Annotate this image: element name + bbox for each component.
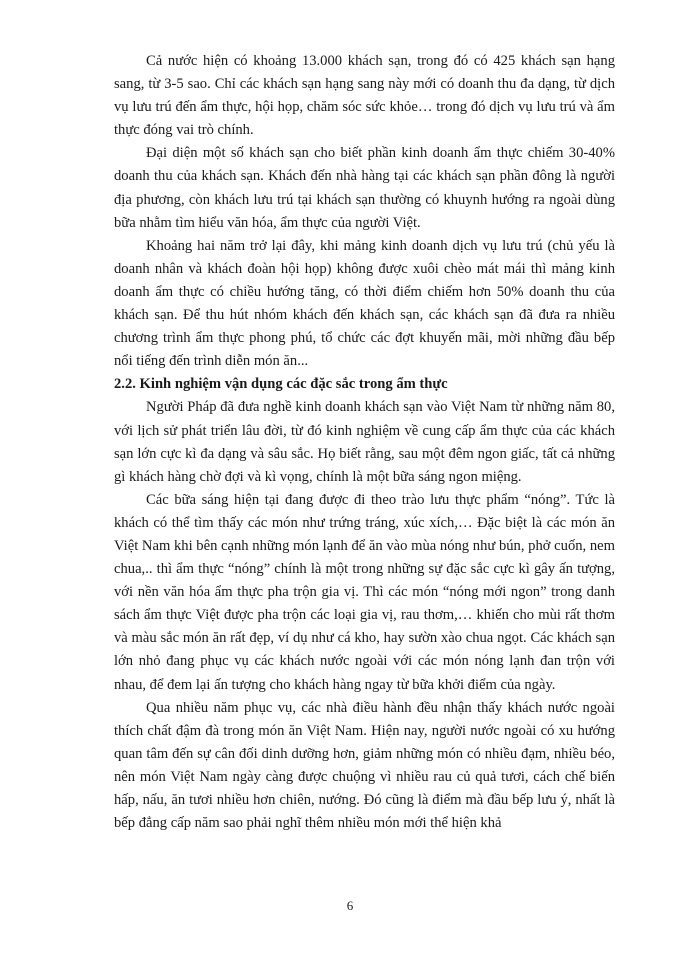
section-heading: 2.2. Kinh nghiệm vận dụng các đặc sắc trong ẩm thực <box>114 376 448 393</box>
paragraph-french-experience: Người Pháp đã đưa nghề kinh doanh khách sạn vào Việt Nam từ những năm 80, với lịch sử phát triển lâu đời, từ đó kinh nghiệm về cung cấp ẩm thực của các khách sạn lớn cực kì đa dạng và sâu sắc. Họ biết rằng, sau một đêm ngon giấc, tất cả những gì khách hàng chờ đợi và kì vọng, chính là một bữa sáng ngon miệng. <box>114 399 615 485</box>
paragraph-hot-breakfast: Các bữa sáng hiện tại đang được đi theo trào lưu thực phẩm “nóng”. Tức là khách có thể tìm thấy các món như trứng tráng, xúc xích,… Đặc biệt là các món ăn Việt Nam khi bên cạnh những món lạnh để ăn vào mùa nóng như bún, phở cuốn, nem chua,.. thì ẩm thực “nóng” chính là một trong những sự đặc sắc cực kì gây ấn tượng, với nền văn hóa ẩm thực pha trộn gia vị. Thì các món “nóng mới ngon” trong danh sách ẩm thực Việt được pha trộn các loại gia vị, rau thơm,… khiến cho mùi rất thơm và màu sắc món ăn rất đẹp, ví dụ như cá kho, hay sườn xào chua ngọt. Các khách sạn lớn nhỏ đang phục vụ các khách nước ngoài với các món nóng lạnh đan trộn với nhau, để đem lại ấn tượng cho khách hàng ngay từ bữa khởi điểm của ngày. <box>114 491 615 693</box>
paragraph-food-revenue: Đại diện một số khách sạn cho biết phần kinh doanh ẩm thực chiếm 30-40% doanh thu của khách sạn. Khách đến nhà hàng tại các khách sạn phần đông là người địa phương, còn khách lưu trú tại khách sạn thường có khuynh hướng ra ngoài dùng bữa nhằm tìm hiểu văn hóa, ẩm thực của người Việt. <box>114 145 615 231</box>
paragraph-hotel-count: Cả nước hiện có khoảng 13.000 khách sạn, trong đó có 425 khách sạn hạng sang, từ 3-5 sao. Chỉ các khách sạn hạng sang này mới có doanh thu đa dạng, từ dịch vụ lưu trú đến ẩm thực, hội họp, chăm sóc sức khỏe… trong đó dịch vụ lưu trú và ẩm thực đóng vai trò chính. <box>114 53 615 139</box>
paragraph-business-trend: Khoảng hai năm trở lại đây, khi mảng kinh doanh dịch vụ lưu trú (chủ yếu là doanh nhân và khách đoàn hội họp) không được xuôi chèo mát mái thì mảng kinh doanh ẩm thực có chiều hướng tăng, có thời điểm chiếm hơn 50% doanh thu của khách sạn. Để thu hút nhóm khách đến khách sạn, các khách sạn đã đưa ra nhiều chương trình ẩm thực phong phú, tổ chức các đợt khuyến mãi, mời những đầu bếp nổi tiếng đến trình diễn món ăn... <box>114 237 615 370</box>
paragraph-foreign-taste: Qua nhiều năm phục vụ, các nhà điều hành đều nhận thấy khách nước ngoài thích chất đậm đà trong món ăn Việt Nam. Hiện nay, người nước ngoài có xu hướng quan tâm đến sự cân đối dinh dưỡng hơn, giảm những món có nhiều đạm, nhiều béo, nên món Việt Nam ngày càng được chuộng vì nhiều rau củ quả tươi, cách chế biến hấp, nấu, ăn tươi nhiều hơn chiên, nướng. Đó cũng là điểm mà đầu bếp lưu ý, nhất là bếp đẳng cấp năm sao phải nghĩ thêm nhiều món mới thể hiện khả <box>114 699 615 832</box>
page-number: 6 <box>346 898 354 913</box>
page-content <box>114 50 615 835</box>
